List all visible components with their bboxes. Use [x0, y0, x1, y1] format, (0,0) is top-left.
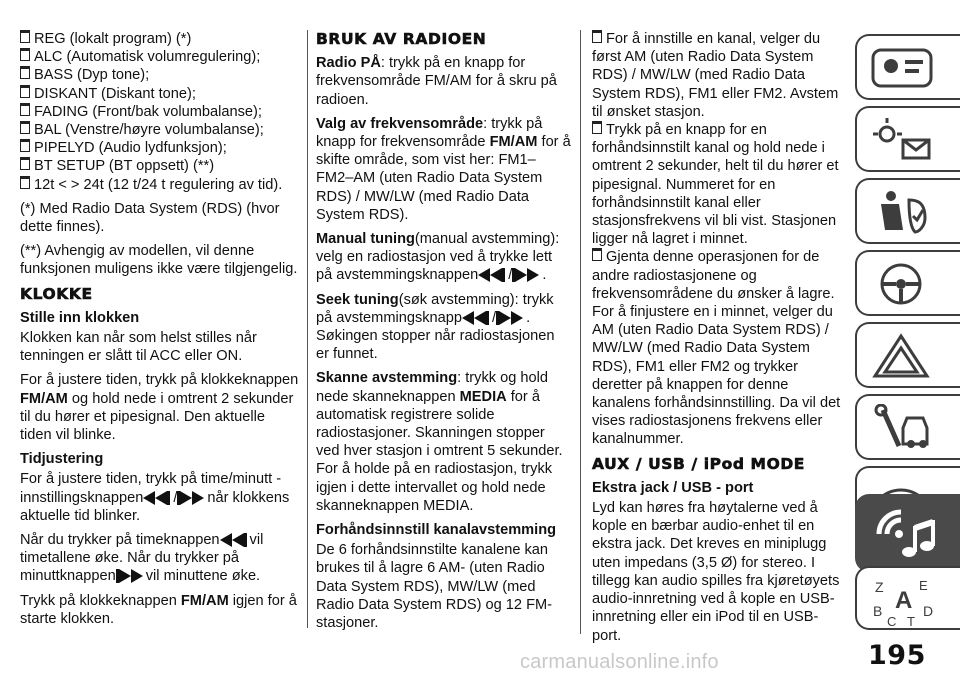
list-item: Trykk på en knapp for en forhåndsinnstilt kanal og hold nede i omtrent 2 sekunder, helt til du hører et pipesignal. Nummeret for en forhåndsinnstilt kanal eller stasjonsfrekvens vil bli vist. Stasjonen ligger nå lagret i minnet.: [592, 122, 839, 248]
bullet-icon: [20, 139, 30, 152]
dashboard-icon: [869, 44, 939, 92]
paragraph: Radio PÅ: trykk på en knapp for frekvensområde FM/AM for å skru på radioen.: [316, 55, 557, 108]
paragraph: Klokken kan når som helst stilles når tenningen er slått til ACC eller ON.: [20, 330, 257, 365]
list-item: ALC (Automatisk volumregulering);: [20, 48, 300, 66]
index-letter: C: [887, 614, 897, 628]
prev-track-icon: [143, 491, 173, 505]
warning-lights-icon: [869, 116, 939, 164]
alphabet-index-icon: [869, 576, 949, 628]
paragraph: For å justere tiden, trykk på klokkeknappen FM/AM og hold nede i omtrent 2 sekunder til du hører et pipesignal. Den aktuelle tiden vil blinke.: [20, 372, 299, 444]
list-item: Gjenta denne operasjonen for de andre radiostasjonene og frekvensområdene du ønsker å lagre.: [592, 249, 835, 302]
bullet-icon: [20, 66, 30, 79]
subheading-forh: Forhåndsinnstill kanalavstemming: [316, 522, 557, 539]
tab-multimedia[interactable]: [855, 494, 960, 572]
paragraph: Valg av frekvensområde: trykk på knapp for frekvensområde FM/AM for å skifte område, som vist her: FM1–FM2–AM (uten Radio Data System RDS) / MW/LW (med Radio Data System RDS).: [316, 115, 571, 223]
seat-safety-icon: [869, 188, 939, 236]
footnote-model: (**) Avhengig av modellen, vil denne funksjonen muligens ikke være tilgjengelig.: [20, 243, 298, 278]
column-1: [20, 30, 300, 634]
bullet-icon: [592, 30, 602, 43]
list-item: DISKANT (Diskant tone);: [20, 85, 300, 103]
list-item: PIPELYD (Audio lydfunksjon);: [20, 139, 300, 157]
subheading-tid: Tidjustering: [20, 451, 104, 468]
index-letter: E: [919, 578, 928, 593]
column-divider: [580, 30, 581, 634]
index-letter: T: [907, 614, 915, 628]
column-divider: [307, 30, 308, 628]
subheading-ekstra: Ekstra jack / USB - port: [592, 479, 754, 496]
bullet-icon: [20, 103, 30, 116]
list-item: BASS (Dyp tone);: [20, 66, 300, 84]
tab-safety[interactable]: [855, 178, 960, 244]
multimedia-icon: [869, 504, 949, 564]
maintenance-icon: [869, 404, 939, 452]
steering-wheel-icon: [869, 260, 939, 308]
footnote-rds: (*) Med Radio Data System (RDS) (hvor dette finnes).: [20, 200, 280, 236]
paragraph: For å justere tiden, trykk på time/minutt - innstillingsknappen / når klokkens aktuelle tid blinker.: [20, 471, 290, 524]
bullet-icon: [20, 157, 30, 170]
index-letter: D: [923, 603, 934, 619]
next-track-icon: [512, 268, 542, 282]
bullet-icon: [20, 30, 30, 43]
watermark: carmanualsonline.info: [520, 651, 719, 673]
page-number: 195: [868, 640, 926, 671]
list-item: For å innstille en kanal, velger du først AM (uten Radio Data System RDS) / MW/LW (med Radio Data System RDS), FM1 eller FM2. Avstem til ønsket stasjon.: [592, 31, 839, 120]
paragraph: De 6 forhåndsinnstilte kanalene kan brukes til å lagre 6 AM- (uten Radio Data System RDS), MW/LW (med Radio Data System RDS) og 12 FM-stasjoner.: [316, 542, 553, 632]
bullet-icon: [20, 48, 30, 61]
prev-track-icon: [478, 268, 508, 282]
tab-emergency[interactable]: [855, 322, 960, 388]
next-track-icon: [116, 569, 146, 583]
tab-warning-lights[interactable]: [855, 106, 960, 172]
list-item: BAL (Venstre/høyre volumbalanse);: [20, 121, 300, 139]
bullet-icon: [20, 176, 30, 189]
list-item: 12t < > 24t (12 t/24 t regulering av tid).: [20, 176, 300, 194]
next-track-icon: [177, 491, 207, 505]
list-item: REG (lokalt program) (*): [20, 30, 300, 48]
index-letter: B: [873, 603, 883, 619]
next-track-icon: [496, 311, 526, 325]
tab-maintenance[interactable]: [855, 394, 960, 460]
paragraph: Seek tuning(søk avstemming): trykk på avstemmingsknapp / . Søkingen stopper når radiostasjonen er funnet.: [316, 291, 555, 363]
column-2: [316, 30, 571, 638]
index-letter: A: [895, 587, 913, 614]
tab-index[interactable]: [855, 566, 960, 630]
paragraph: Lyd kan høres fra høytalerne ved å kople en bærbar audio-enhet til en ekstra jack. Det kreves en miniplugg uten impedans (3,5 Ø) for stereo. I tillegg kan audio spilles fra kjøretøyets audio-innretning ved å kople en USB-innretning eller ein iPod til en USB-port.: [592, 500, 840, 644]
bullet-icon: [20, 121, 30, 134]
list-item: BT SETUP (BT oppsett) (**): [20, 157, 300, 175]
column-3: [592, 30, 846, 651]
prev-track-icon: [220, 533, 250, 547]
tab-dashboard[interactable]: [855, 34, 960, 100]
paragraph: For å finjustere en i minnet, velger du AM (uten Radio Data System RDS) / MW/LW (med Radio Data System RDS), FM1 eller FM2 og trykker deretter på knappen for denne kanalens forhåndsinnstilling. Da vil det vises radiostasjonens frekvens eller kanalnummer.: [592, 304, 841, 448]
heading-radio: BRUK AV RADIOEN: [316, 30, 487, 48]
paragraph: Når du trykker på timeknappen vil timetallene øke. Når du trykker på minuttknappen vil minuttene øke.: [20, 532, 264, 585]
tab-driving[interactable]: [855, 250, 960, 316]
bullet-icon: [592, 121, 602, 134]
heading-aux: AUX / USB / iPod MODE: [592, 454, 805, 473]
subheading-stille: Stille inn klokken: [20, 309, 140, 326]
index-letter: Z: [875, 579, 884, 595]
list-item: FADING (Front/bak volumbalanse);: [20, 103, 300, 121]
bullet-icon: [592, 248, 602, 261]
paragraph: Trykk på klokkeknappen FM/AM igjen for å starte klokken.: [20, 592, 297, 627]
prev-track-icon: [462, 311, 492, 325]
emergency-triangle-icon: [869, 332, 939, 380]
bullet-icon: [20, 85, 30, 98]
paragraph: Skanne avstemming: trykk og hold nede skanneknappen MEDIA for å automatisk registrere solide radiostasjoner. Skanningen stopper ved hver stasjon i omtrent 5 sekunder. For å holde på en radiostasjon, trykk igjen i dette intervallet og hold nede skanneknappen MEDIA.: [316, 370, 563, 514]
heading-klokke: KLOKKE: [20, 284, 93, 303]
paragraph: Manual tuning(manual avstemming): velg en radiostasjon ved å trykke lett på avstemmingsknappen / .: [316, 231, 560, 284]
